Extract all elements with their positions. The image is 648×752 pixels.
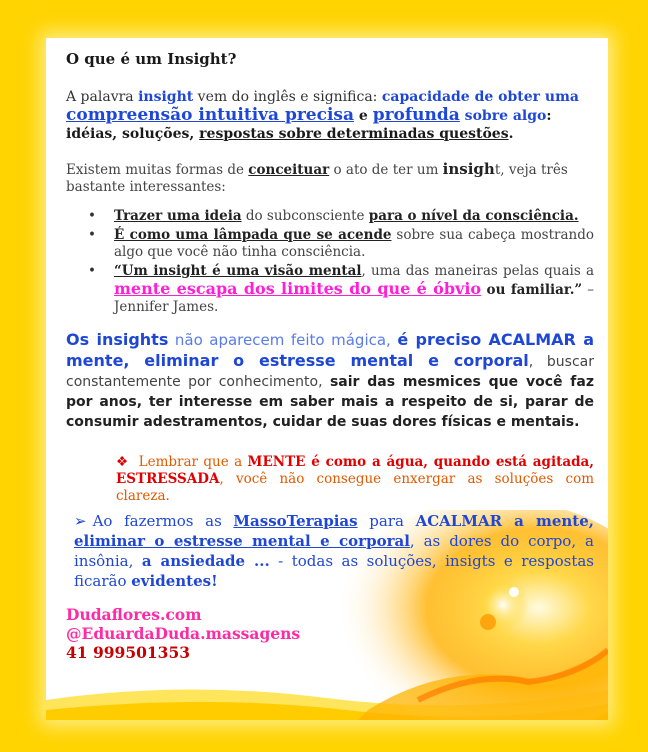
text: Existem muitas formas de (66, 162, 249, 178)
text: insigh (442, 160, 495, 178)
text: evidentes! (131, 572, 218, 590)
text: insights (96, 330, 169, 349)
text: sobre sua cabeça mostrando algo que você não tinha consciência. (114, 227, 594, 260)
text: . (508, 126, 514, 142)
text: respostas sobre determinadas questões (199, 126, 509, 142)
intro-paragraph (66, 161, 594, 196)
text: vem do inglês e significa: (193, 89, 382, 105)
instagram-handle[interactable]: @EduardaDuda.massagens (66, 624, 301, 643)
text: – Jennifer James. (114, 282, 594, 315)
text: MassoTerapias (233, 512, 358, 530)
text: a ansiedade ... (141, 552, 270, 570)
text: Trazer uma ideia (114, 208, 242, 224)
bullet-icon: • (88, 227, 96, 243)
text: : idéias, soluções, (66, 108, 552, 142)
contact-block (66, 605, 594, 662)
text: familiar.” (510, 282, 583, 298)
content-card (46, 38, 608, 720)
text: eliminar o estresse mental e corporal (74, 532, 410, 550)
website-link[interactable]: Dudaflores.com (66, 605, 202, 624)
list-item (88, 263, 594, 316)
page-title: O que é um Insight? (66, 50, 237, 68)
text: insight (138, 89, 194, 105)
text: , você não consegue enxergar as soluções com clareza. (116, 471, 594, 504)
massoterapias-paragraph (74, 511, 594, 591)
phone-number[interactable]: 41 999501353 (66, 643, 191, 662)
text: , as dores do corpo, a insônia, (74, 532, 594, 570)
text: ou (481, 282, 511, 298)
text: Ao fazermos as (92, 512, 234, 530)
water-note (116, 454, 594, 505)
diamond-bullet-icon: ❖ (116, 454, 130, 470)
text: ACALMAR a mente, (415, 512, 594, 530)
text: compreensão intuitiva precisa (66, 105, 355, 125)
text: Os (66, 330, 97, 349)
bullet-list (66, 208, 594, 316)
text: , buscar constantemente por conhecimento, (66, 354, 594, 390)
insights-paragraph (66, 330, 594, 432)
text: capacidade de obter uma (381, 89, 579, 105)
arrow-bullet-icon: ➢ (74, 512, 87, 530)
text: A palavra (66, 89, 139, 105)
text: Lembrar que a (133, 454, 248, 470)
text: o ato de ter um (329, 162, 443, 178)
text: para (357, 512, 416, 530)
text: conceituar (248, 162, 330, 178)
text: - todas as soluções, insigts e respostas ficarão (74, 552, 595, 590)
bullet-icon: • (88, 208, 96, 224)
list-item (88, 208, 594, 225)
text: para o nível da consciência. (368, 208, 579, 224)
bullet-icon: • (88, 263, 96, 279)
text: “Um insight é uma visão mental (114, 263, 362, 279)
list-item (88, 227, 594, 261)
text: profunda (372, 105, 460, 125)
text: é preciso ACALMAR a mente, eliminar o estresse mental e corporal (66, 330, 594, 370)
text: sair das mesmices que você faz por anos, ter interesse em saber mais a respeito de si, parar de consumir adestramentos, cuidar de suas dores físicas e mentais. (66, 374, 594, 430)
text: t, veja três bastante interessantes: (66, 162, 568, 195)
text: É como uma lâmpada que se acende (114, 227, 392, 243)
text: mente escapa dos limites do que é óbvio (114, 279, 482, 298)
text: MENTE é como a água, quando está agitada, ESTRESSADA (116, 454, 594, 487)
text: do subconsciente (241, 208, 369, 224)
text: e (354, 108, 373, 124)
definition-paragraph (66, 88, 594, 143)
text: sobre algo (459, 108, 547, 124)
text: não aparecem feito mágica, (168, 331, 398, 349)
text: , uma das maneiras pelas quais a (361, 263, 594, 279)
